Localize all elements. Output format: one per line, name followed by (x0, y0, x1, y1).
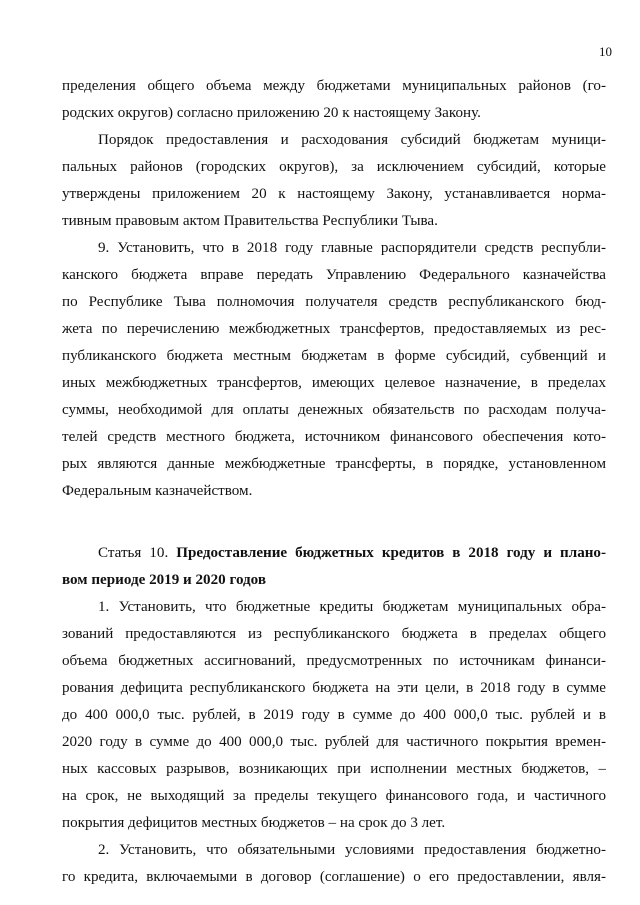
text-line: канского бюджета вправе передать Управлению Федерального казначейства (62, 267, 606, 283)
text-line: го кредита, включаемыми в договор (соглашение) о его предоставлении, явля- (62, 869, 606, 885)
text-line: пальных районов (городских округов), за исключением субсидий, которые (62, 159, 606, 175)
text-line: пределения общего объема между бюджетами муниципальных районов (го- (62, 78, 606, 94)
text-line: утверждены приложением 20 к настоящему Закону, устанавливается норма- (62, 186, 606, 202)
paragraph-continuation (62, 73, 606, 127)
article-heading-line (62, 540, 606, 567)
text-line: ных кассовых разрывов, возникающих при исполнении местных бюджетов, – (62, 761, 606, 777)
article-heading (62, 540, 606, 594)
text-line: 9. Установить, что в 2018 году главные распорядители средств республи- (98, 240, 606, 256)
text-line: объема бюджетных ассигнований, предусмотренных по источникам финанси- (62, 653, 606, 669)
text-line: на срок, не выходящий за пределы текущего финансового года, и частичного (62, 788, 606, 804)
text-line: 1. Установить, что бюджетные кредиты бюджетам муниципальных обра- (98, 599, 606, 615)
article-title-continuation: вом периоде 2019 и 2020 годов (62, 572, 267, 588)
text-line: жета по перечислению межбюджетных трансфертов, предоставляемых из рес- (62, 321, 606, 337)
article-number: Статья 10. (98, 545, 177, 561)
text-line: по Республике Тыва полномочия получателя средств республиканского бюд- (62, 294, 606, 310)
text-line: публиканского бюджета местным бюджетам в форме субсидий, субвенций и (62, 348, 606, 364)
text-line: покрытия дефицитов местных бюджетов – на срок до 3 лет. (62, 815, 446, 831)
text-line: 2. Установить, что обязательными условиями предоставления бюджетно- (98, 842, 606, 858)
page-number: 10 (599, 44, 612, 59)
text-line: рых являются данные межбюджетные трансферты, в порядке, установленном (62, 456, 606, 472)
text-line: рования дефицита республиканского бюджета на эти цели, в 2018 году в сумме (62, 680, 606, 696)
text-line: иных межбюджетных трансфертов, имеющих целевое назначение, в пределах (62, 375, 606, 391)
paragraph-article-item-1 (62, 594, 606, 837)
text-line: Порядок предоставления и расходования субсидий бюджетам муници- (98, 132, 606, 148)
section-gap (62, 505, 606, 540)
article-title: Предоставление бюджетных кредитов в 2018 году и плано- (176, 545, 606, 561)
text-line: зований предоставляются из республиканского бюджета в пределах общего (62, 626, 606, 642)
article-heading-line (62, 567, 606, 594)
paragraph-subsidy-procedure (62, 127, 606, 235)
text-line: телей средств местного бюджета, источником финансового обеспечения кото- (62, 429, 606, 445)
text-line: суммы, необходимой для оплаты денежных обязательств по расходам получа- (62, 402, 606, 418)
paragraph-item-9 (62, 235, 606, 505)
paragraph-article-item-2 (62, 837, 606, 891)
document-body (62, 73, 606, 891)
text-line: 2020 году в сумме до 400 000,0 тыс. рублей для частичного покрытия времен- (62, 734, 606, 750)
text-line: родских округов) согласно приложению 20 к настоящему Закону. (62, 105, 481, 121)
text-line: Федеральным казначейством. (62, 483, 253, 499)
text-line: тивным правовым актом Правительства Республики Тыва. (62, 213, 438, 229)
text-line: до 400 000,0 тыс. рублей, в 2019 году в сумме до 400 000,0 тыс. рублей и в (62, 707, 606, 723)
